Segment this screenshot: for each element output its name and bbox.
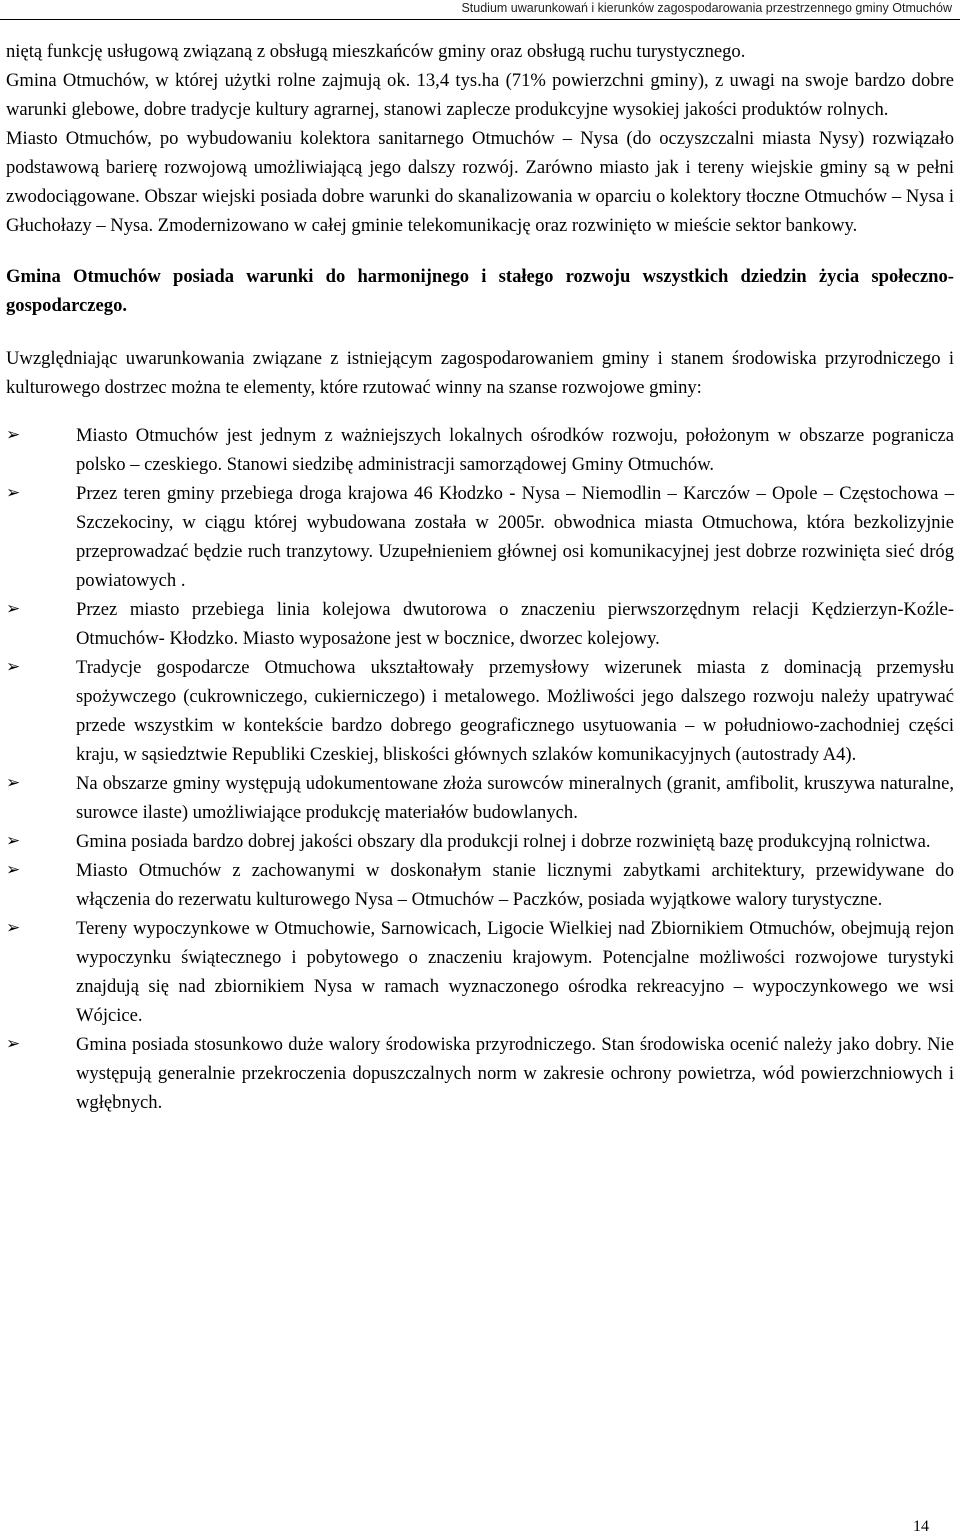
document-body — [6, 37, 954, 1117]
list-item — [6, 827, 954, 856]
list-item-text: Przez miasto przebiega linia kolejowa dwutorowa o znaczeniu pierwszorzędnym relacji Kędzierzyn-Koźle- Otmuchów- Kłodzko. Miasto wyposażone jest w bocznice, dworzec kolejowy. — [76, 599, 954, 649]
development-opportunities-list — [6, 421, 954, 1117]
running-header: Studium uwarunkowań i kierunków zagospodarowania przestrzennego gminy Otmuchów — [461, 1, 952, 15]
list-item-text: Miasto Otmuchów z zachowanymi w doskonałym stanie licznymi zabytkami architektury, przewidywane do włączenia do rezerwatu kulturowego Nysa – Otmuchów – Paczków, posiada wyjątkowe walory turystyczne. — [76, 860, 954, 910]
list-item — [6, 653, 954, 769]
list-item — [6, 479, 954, 595]
list-item-text: Miasto Otmuchów jest jednym z ważniejszych lokalnych ośrodków rozwoju, położonym w obszarze pogranicza polsko – czeskiego. Stanowi siedzibę administracji samorządowej Gminy Otmuchów. — [76, 425, 954, 475]
arrow-bullet-icon: ➢ — [6, 860, 21, 880]
paragraph-intro: Uwzględniając uwarunkowania związane z istniejącym zagospodarowaniem gminy i stanem środowiska przyrodniczego i kulturowego dostrzec można te elementy, które rzutować winny na szanse rozwojowe gminy: — [6, 348, 954, 398]
list-item-text: Gmina posiada stosunkowo duże walory środowiska przyrodniczego. Stan środowiska ocenić należy jako dobry. Nie występują generalnie przekroczenia dopuszczalnych norm w zakresie ochrony powietrza, wód powierzchniowych i wgłębnych. — [76, 1034, 954, 1113]
bold-statement: Gmina Otmuchów posiada warunki do harmonijnego i stałego rozwoju wszystkich dziedzin życia społeczno-gospodarczego. — [6, 266, 954, 316]
list-item — [6, 914, 954, 1030]
arrow-bullet-icon: ➢ — [6, 918, 21, 938]
list-item-text: Tradycje gospodarcze Otmuchowa ukształtowały przemysłowy wizerunek miasta z dominacją przemysłu spożywczego (cukrowniczego, cukierniczego) i metalowego. Możliwości jego dalszego rozwoju należy upatrywać przede wszystkim w kontekście bardzo dobrego geograficznego usytuowania – w południowo-zachodniej części kraju, w sąsiedztwie Republiki Czeskiej, bliskości głównych szlaków komunikacyjnych (autostrady A4). — [76, 657, 954, 765]
list-item — [6, 856, 954, 914]
paragraph-infrastructure: Miasto Otmuchów, po wybudowaniu kolektora sanitarnego Otmuchów – Nysa (do oczyszczalni miasta Nysy) rozwiązało podstawową barierę rozwojową umożliwiającą jego dalszy rozwój. Zarówno miasto jak i tereny wiejskie gminy są w pełni zwodociągowane. Obszar wiejski posiada dobre warunki do skanalizowania w oparciu o kolektory tłoczne Otmuchów – Nysa i Głuchołazy – Nysa. Zmodernizowano w całej gminie telekomunikację oraz rozwinięto w mieście sektor bankowy. — [6, 128, 954, 236]
list-item — [6, 595, 954, 653]
list-item-text: Tereny wypoczynkowe w Otmuchowie, Sarnowicach, Ligocie Wielkiej nad Zbiornikiem Otmuchów, obejmują rejon wypoczynku świątecznego i pobytowego o znaczeniu krajowym. Potencjalne możliwości rozwojowe turystyki znajdują się nad zbiornikiem Nysa w ramach wyznaczonego ośrodka rekreacyjno – wypoczynkowego we wsi Wójcice. — [76, 918, 954, 1026]
arrow-bullet-icon: ➢ — [6, 831, 21, 851]
list-item-text: Gmina posiada bardzo dobrej jakości obszary dla produkcji rolnej i dobrze rozwiniętą bazę produkcyjną rolnictwa. — [76, 831, 931, 852]
arrow-bullet-icon: ➢ — [6, 483, 21, 503]
arrow-bullet-icon: ➢ — [6, 773, 21, 793]
list-item — [6, 421, 954, 479]
arrow-bullet-icon: ➢ — [6, 599, 21, 619]
header-rule — [0, 19, 960, 20]
paragraph-continuation: niętą funkcję usługową związaną z obsługą mieszkańców gminy oraz obsługą ruchu turystycznego. — [6, 41, 746, 62]
arrow-bullet-icon: ➢ — [6, 657, 21, 677]
arrow-bullet-icon: ➢ — [6, 425, 21, 445]
list-item-text: Przez teren gminy przebiega droga krajowa 46 Kłodzko - Nysa – Niemodlin – Karczów – Opole – Częstochowa – Szczekociny, w ciągu której wybudowana została w 2005r. obwodnica miasta Otmuchowa, która bezkolizyjnie przeprowadzać będzie ruch tranzytowy. Uzupełnieniem głównej osi komunikacyjnej jest dobrze rozwinięta sieć dróg powiatowych . — [76, 483, 954, 591]
list-item — [6, 1030, 954, 1117]
paragraph-agriculture: Gmina Otmuchów, w której użytki rolne zajmują ok. 13,4 tys.ha (71% powierzchni gminy), z uwagi na swoje bardzo dobre warunki glebowe, dobre tradycje kultury agrarnej, stanowi zaplecze produkcyjne wysokiej jakości produktów rolnych. — [6, 70, 954, 120]
page-number: 14 — [913, 1518, 929, 1535]
list-item — [6, 769, 954, 827]
list-item-text: Na obszarze gminy występują udokumentowane złoża surowców mineralnych (granit, amfibolit, kruszywa naturalne, surowce ilaste) umożliwiające produkcję materiałów budowlanych. — [76, 773, 954, 823]
arrow-bullet-icon: ➢ — [6, 1034, 21, 1054]
